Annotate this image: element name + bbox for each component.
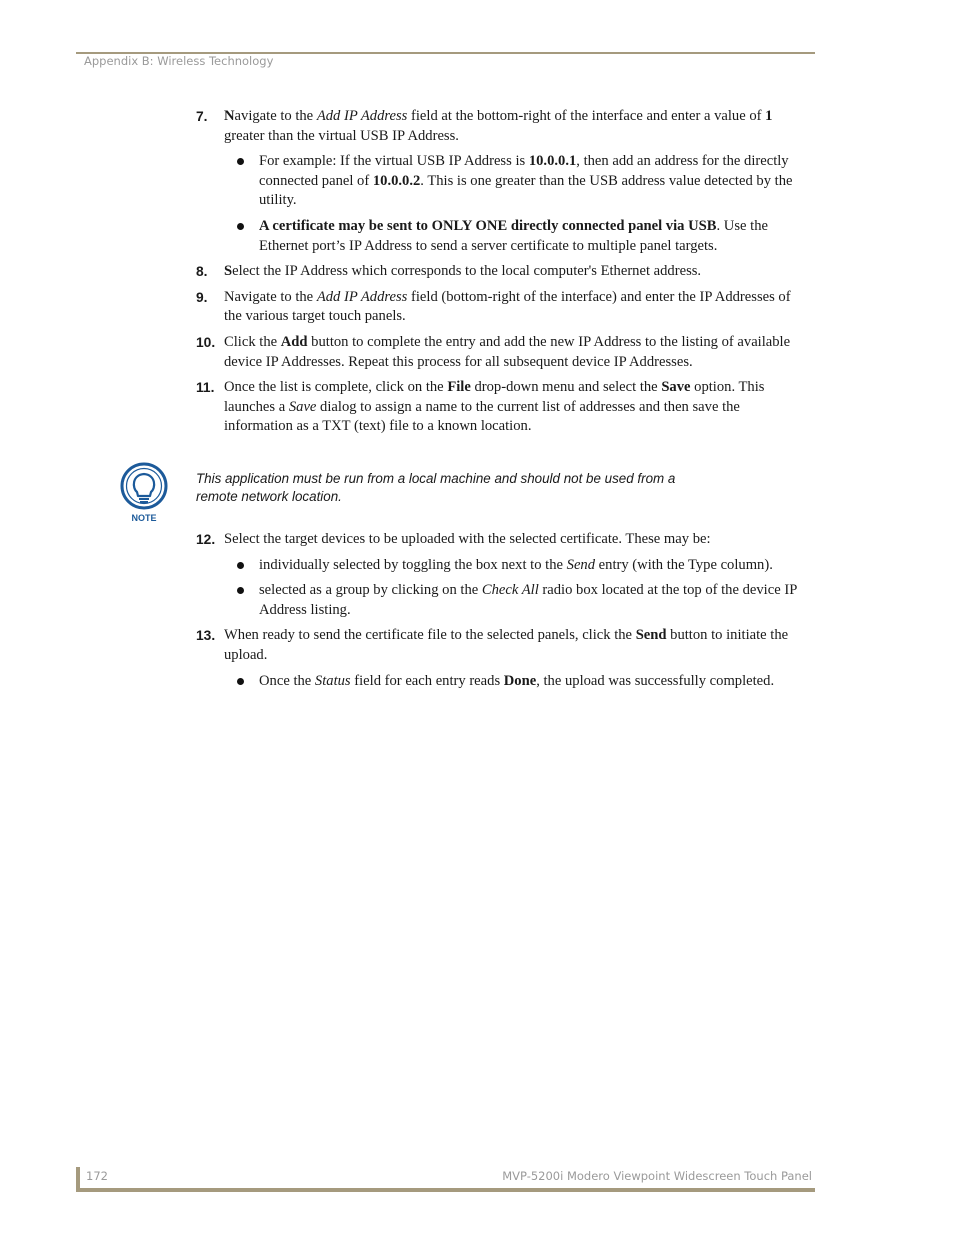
list-item: selected as a group by clicking on the Check All radio box located at the top of the device IP Address listing. [224, 581, 808, 620]
step-11 [196, 378, 808, 437]
steps-list-part-1 [196, 107, 808, 443]
step-10 [196, 333, 808, 372]
step-9 [196, 288, 808, 327]
step-number: 13. [196, 628, 216, 644]
header-section-title: Appendix B: Wireless Technology [84, 54, 274, 68]
step-12 [196, 530, 808, 620]
list-item: For example: If the virtual USB IP Address is 10.0.0.1, then add an address for the directly connected panel of 10.0.0.2. This is one greater than the USB address value detected by the utility. [224, 152, 808, 211]
footer-rule [76, 1188, 815, 1192]
bullet-list [224, 672, 808, 692]
step-number: 10. [196, 334, 216, 350]
note-text: This application must be run from a local machine and should not be used from a remote network location. [196, 471, 676, 504]
list-item: Once the Status field for each entry reads Done, the upload was successfully completed. [224, 672, 808, 692]
step-13 [196, 626, 808, 691]
bullet-icon [237, 158, 244, 165]
step-text: Navigate to the Add IP Address field (bottom-right of the interface) and enter the IP Addresses of the various target touch panels. [224, 288, 791, 325]
step-text: Once the list is complete, click on the File drop-down menu and select the Save option. This launches a Save dialog to assign a name to the current list of addresses and then save the information as a TXT (text) file to a known location. [224, 379, 765, 435]
step-number: 7. [196, 109, 208, 124]
footer-doc-title: MVP-5200i Modero Viewpoint Widescreen Touch Panel [502, 1169, 812, 1183]
step-text: When ready to send the certificate file to the selected panels, click the Send button to initiate the upload. [224, 627, 789, 663]
step-text: Navigate to the Add IP Address field at the bottom-right of the interface and enter a value of 1 greater than the virtual USB IP Address. [224, 108, 773, 144]
list-item: A certificate may be sent to ONLY ONE directly connected panel via USB. Use the Ethernet port’s IP Address to send a server certificate to multiple panel targets. [224, 217, 808, 256]
step-number: 9. [196, 289, 208, 305]
bullet-icon [237, 678, 244, 685]
bullet-icon [237, 223, 244, 230]
step-number: 8. [196, 264, 208, 280]
lightbulb-note-icon [118, 462, 170, 524]
step-number: 11. [196, 380, 215, 396]
note-label: NOTE [131, 513, 157, 523]
step-text: Select the IP Address which corresponds to the local computer's Ethernet address. [224, 263, 702, 280]
note-callout [118, 462, 818, 528]
bullet-icon [237, 587, 244, 594]
bullet-list [224, 556, 808, 621]
step-number: 12. [196, 532, 216, 547]
step-text: Select the target devices to be uploaded with the selected certificate. These may be: [224, 531, 711, 547]
page-number: 172 [86, 1169, 108, 1183]
step-text: Click the Add button to complete the entry and add the new IP Address to the listing of available device IP Addresses. Repeat this process for all subsequent device IP Addresses. [224, 333, 791, 370]
list-item: individually selected by toggling the box next to the Send entry (with the Type column). [224, 556, 808, 576]
bullet-list [224, 152, 808, 256]
step-8 [196, 262, 808, 282]
steps-list-part-2 [196, 530, 808, 697]
bullet-icon [237, 562, 244, 569]
step-7 [196, 107, 808, 256]
